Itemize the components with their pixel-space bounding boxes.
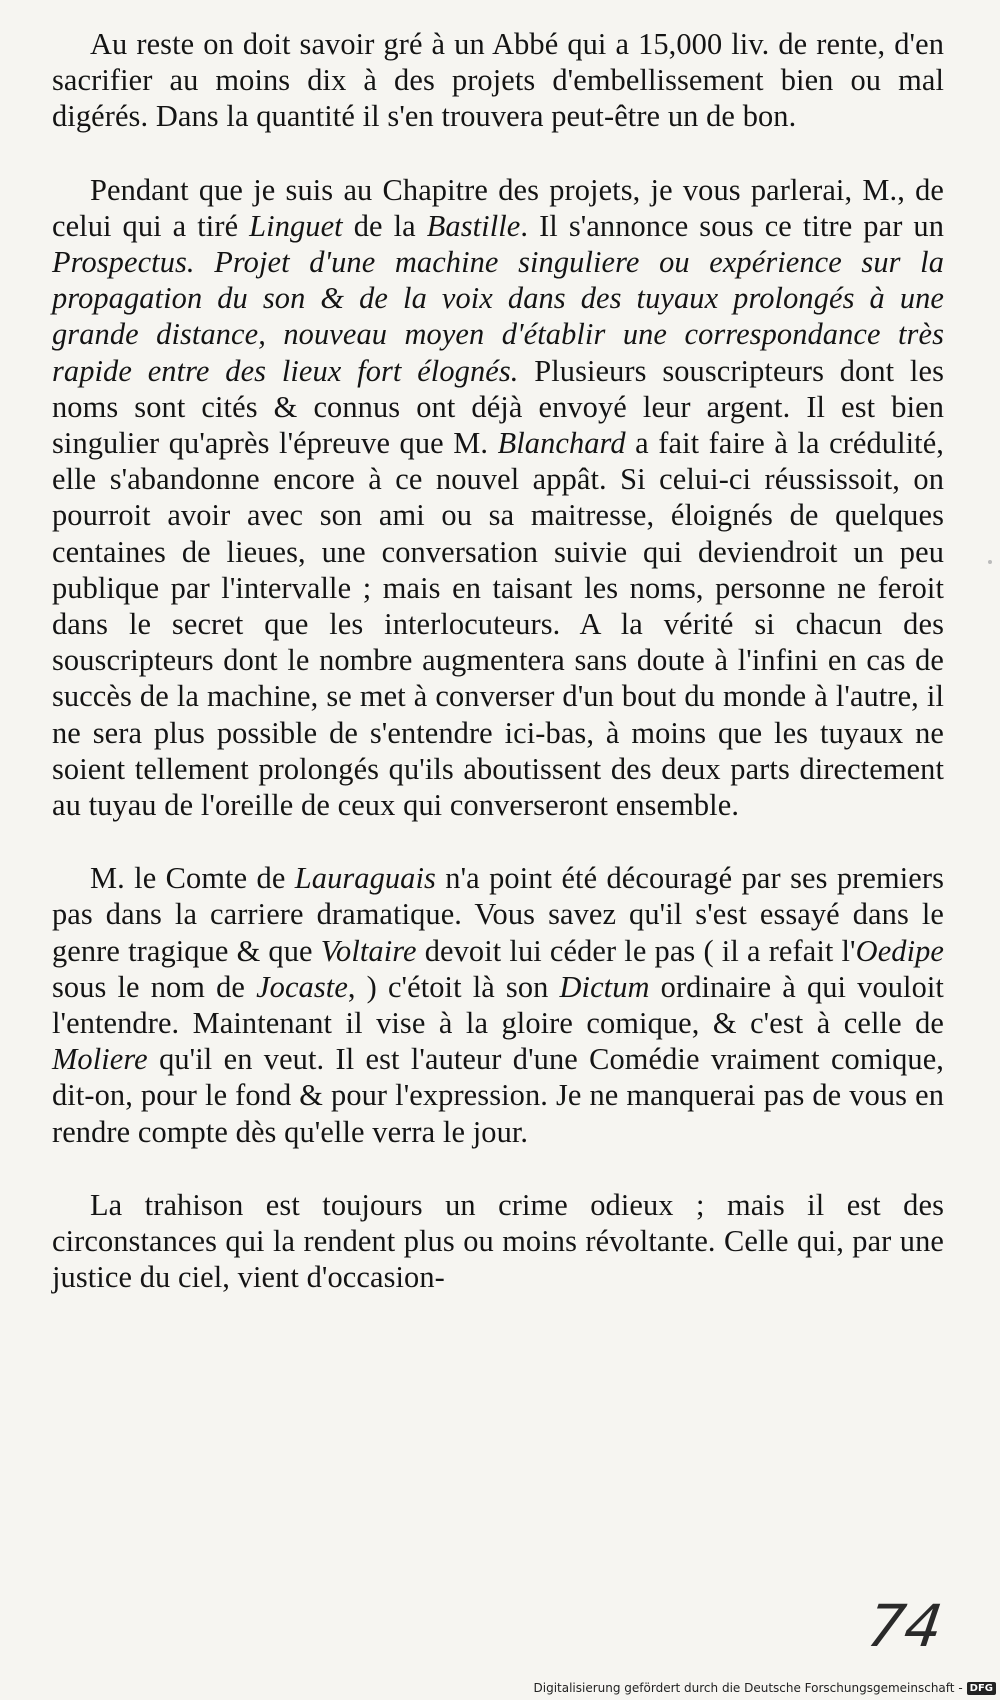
text-run: devoit lui céder le pas ( il a refait l' (416, 933, 856, 968)
scan-speck (988, 560, 992, 564)
text-run: . Il s'annonce sous ce titre par un (520, 208, 944, 243)
italic-text: Oedipe (855, 933, 944, 968)
text-run: Au reste on doit savoir gré à un Abbé qui a 15,000 liv. de rente, d'en sacrifier au moins dix à des projets d'embellissement bien ou mal digérés. Dans la quantité il s'en trouvera peut-être un de bon. (52, 27, 944, 134)
text-run: qu'il en veut. Il est l'auteur d'une Comédie vraiment comique, dit-on, pour le fond & pour l'expression. Je ne manquerai pas de vous en rendre compte dès qu'elle verra le jour. (52, 1042, 944, 1149)
italic-text: Blanchard (497, 426, 626, 461)
italic-text: Linguet (249, 208, 343, 243)
text-run: , ) c'étoit là son (347, 969, 560, 1004)
italic-text: Lauraguais (294, 861, 436, 896)
page-number: 74 (863, 1592, 947, 1660)
text-run: ordinaire à qui vouloit l'entendre. Maintenant il vise à la gloire comique, & c'est à celle de (52, 969, 944, 1041)
paragraph-3 (52, 860, 944, 1150)
paragraph-2 (52, 172, 944, 824)
italic-text: Jocaste (256, 969, 348, 1004)
text-run: n'a point été découragé par ses premiers pas dans la carriere dramatique. Vous savez qu'il s'est essayé dans le genre tragique & que (52, 861, 944, 968)
italic-text: Dictum (559, 969, 650, 1004)
text-run: de la (342, 208, 427, 243)
text-run: sous le nom de (52, 969, 257, 1004)
italic-text: Voltaire (320, 933, 417, 968)
text-run: a fait faire à la crédulité, elle s'abandonne encore à ce nouvel appât. Si celui-ci réussissoit, on pourroit avoir avec son ami ou sa maitresse, éloignés de quelques centaines de lieues, une conversation suivie qui deviendroit un peu publique par l'intervalle ; mais en taisant les noms, personne ne feroit dans le secret que les interlocuteurs. A la vérité si chacun des souscripteurs dont le nombre augmentera sans doute à l'infini en cas de succès de la machine, se met à converser d'un bout du monde à l'autre, il ne sera plus possible de s'entendre ici-bas, à moins que les tuyaux ne soient tellement prolongés qu'ils aboutissent des deux parts directement au tuyau de l'oreille de ceux qui converseront ensemble. (52, 426, 944, 823)
body-text (52, 26, 944, 1333)
text-run: Plusieurs souscripteurs dont les noms sont cités & connus ont déjà envoyé leur argent. Il est bien singulier qu'après l'épreuve que M. (52, 353, 944, 461)
italic-text: Prospectus. Projet d'une machine singuliere ou expérience sur la propagation du son & de la voix dans des tuyaux prolongés à une grande distance, nouveau moyen d'établir une correspondance très rapide entre des lieux fort élognés. (52, 245, 944, 388)
dfg-logo-icon: DFG (967, 1682, 996, 1695)
italic-text: Moliere (52, 1042, 148, 1077)
footer-credit: Digitalisierung gefördert durch die Deutsche Forschungsgemeinschaft - (533, 1681, 963, 1695)
text-run: La trahison est toujours un crime odieux ; mais il est des circonstances qui la rendent plus ou moins révoltante. Celle qui, par une justice du ciel, vient d'occasion- (52, 1187, 944, 1295)
paragraph-4 (52, 1187, 944, 1296)
italic-text: Bastille (426, 208, 521, 243)
paragraph-1 (52, 26, 944, 135)
text-run: M. le Comte de (90, 861, 295, 896)
digitization-footer (534, 1681, 997, 1695)
text-run: Pendant que je suis au Chapitre des projets, je vous parlerai, M., de celui qui a tiré (52, 172, 944, 243)
